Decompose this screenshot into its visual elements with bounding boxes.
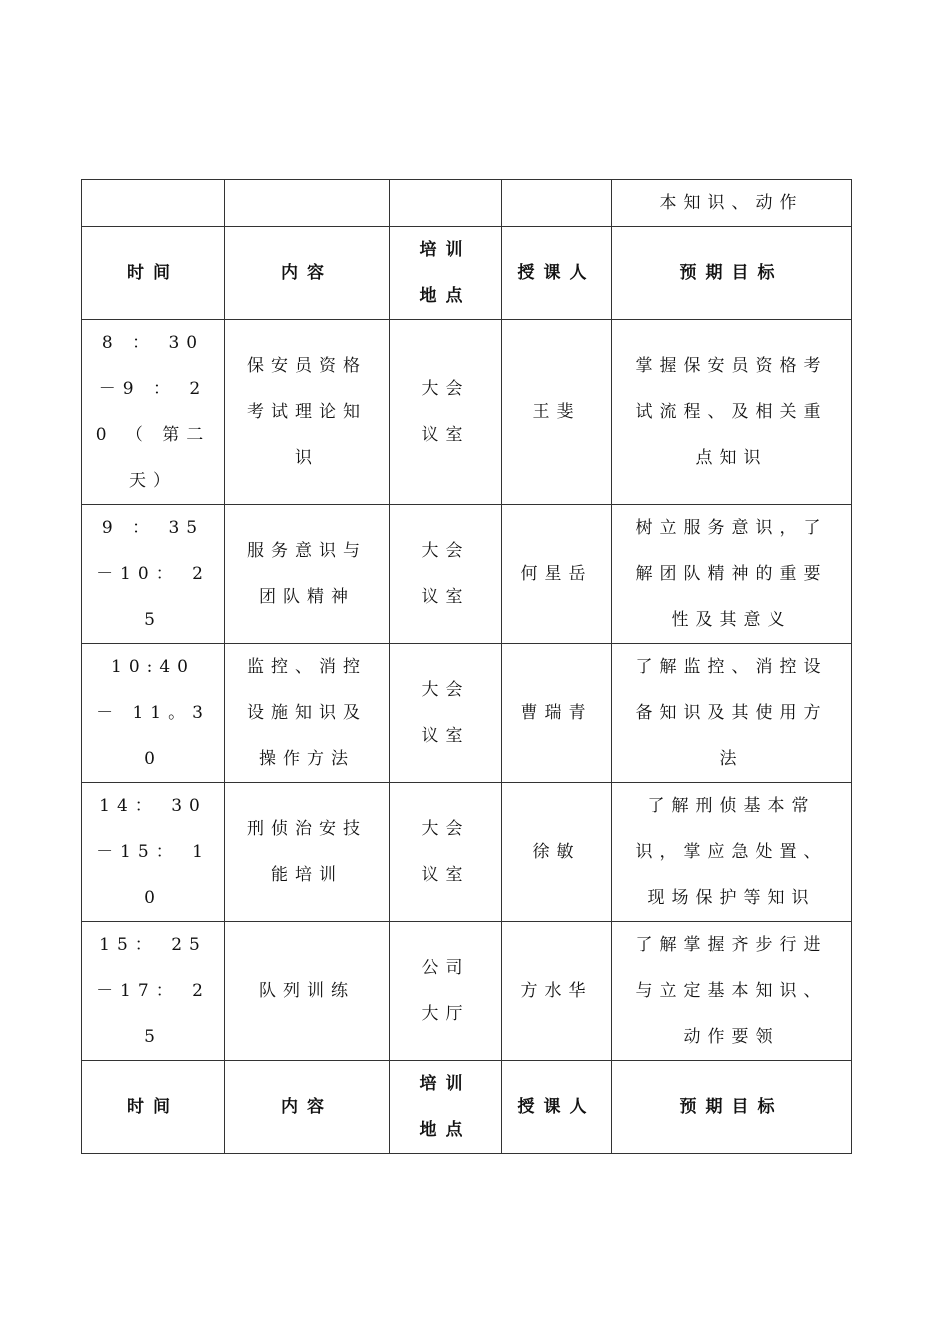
location-cell: 大会议室 <box>390 505 502 644</box>
footer-header-content: 内容 <box>225 1061 390 1154</box>
content-cell: 队列训练 <box>225 922 390 1061</box>
table-row <box>82 320 852 505</box>
header-goal: 预期目标 <box>612 227 852 320</box>
header-teacher: 授课人 <box>502 227 612 320</box>
goal-cell: 了解刑侦基本常识，掌应急处置、现场保护等知识 <box>612 783 852 922</box>
carryover-time-cell <box>82 180 225 227</box>
content-cell: 服务意识与团队精神 <box>225 505 390 644</box>
content-cell: 刑侦治安技能培训 <box>225 783 390 922</box>
teacher-cell: 方水华 <box>502 922 612 1061</box>
location-cell: 大会议室 <box>390 644 502 783</box>
footer-header-teacher: 授课人 <box>502 1061 612 1154</box>
goal-cell: 掌握保安员资格考试流程、及相关重点知识 <box>612 320 852 505</box>
time-cell: 9 ： 35 －10： 25 <box>82 505 225 644</box>
carryover-goal-cell: 本知识、动作 <box>612 180 852 227</box>
goal-cell: 了解监控、消控设备知识及其使用方法 <box>612 644 852 783</box>
table-row <box>82 505 852 644</box>
footer-header-location: 培训地点 <box>390 1061 502 1154</box>
time-cell: 14： 30 －15： 10 <box>82 783 225 922</box>
carryover-row <box>82 180 852 227</box>
time-cell: 8 ： 30 －9 ： 20 （ 第二天） <box>82 320 225 505</box>
carryover-teacher-cell <box>502 180 612 227</box>
footer-header-row <box>82 1061 852 1154</box>
location-cell: 大会议室 <box>390 320 502 505</box>
time-cell: 10:40 － 11。30 <box>82 644 225 783</box>
content-cell: 保安员资格考试理论知识 <box>225 320 390 505</box>
goal-cell: 了解掌握齐步行进与立定基本知识、动作要领 <box>612 922 852 1061</box>
table-row <box>82 644 852 783</box>
training-schedule-table <box>81 179 852 1154</box>
carryover-location-cell <box>390 180 502 227</box>
footer-header-time: 时间 <box>82 1061 225 1154</box>
header-time: 时间 <box>82 227 225 320</box>
content-cell: 监控、消控设施知识及操作方法 <box>225 644 390 783</box>
header-content: 内容 <box>225 227 390 320</box>
table-row <box>82 783 852 922</box>
location-cell: 大会议室 <box>390 783 502 922</box>
goal-cell: 树立服务意识，了解团队精神的重要性及其意义 <box>612 505 852 644</box>
teacher-cell: 何星岳 <box>502 505 612 644</box>
location-cell: 公司大厅 <box>390 922 502 1061</box>
teacher-cell: 曹瑞青 <box>502 644 612 783</box>
teacher-cell: 徐敏 <box>502 783 612 922</box>
carryover-content-cell <box>225 180 390 227</box>
header-row <box>82 227 852 320</box>
footer-header-goal: 预期目标 <box>612 1061 852 1154</box>
header-location: 培训地点 <box>390 227 502 320</box>
table-row <box>82 922 852 1061</box>
time-cell: 15： 25 －17： 25 <box>82 922 225 1061</box>
teacher-cell: 王斐 <box>502 320 612 505</box>
